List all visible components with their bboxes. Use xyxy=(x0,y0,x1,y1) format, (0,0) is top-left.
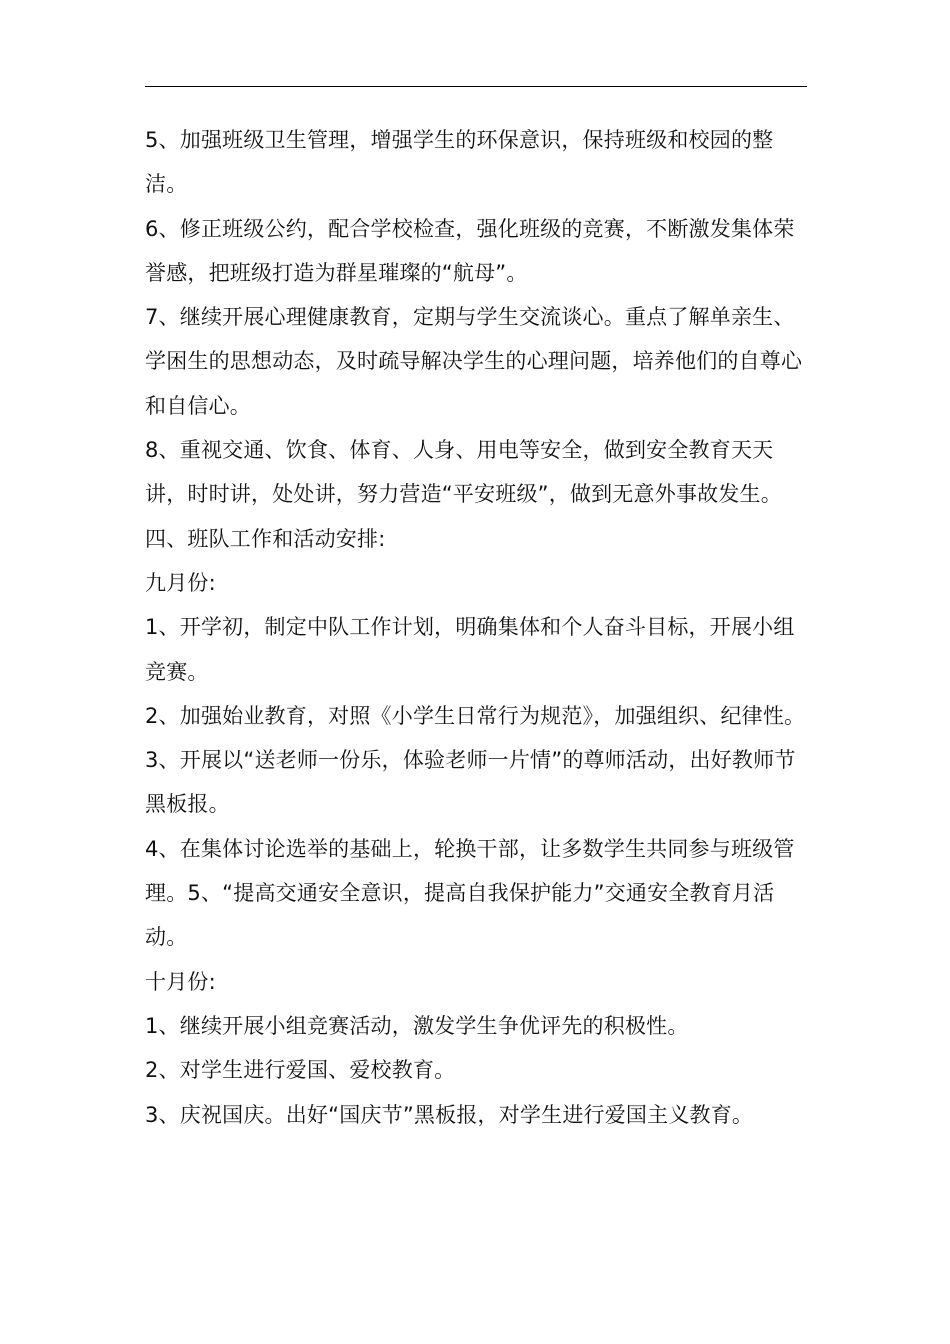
paragraph-item-6-class-rules: 6、修正班级公约，配合学校检查，强化班级的竞赛，不断激发集体荣誉感，把班级打造为群星璀璨的“航母”。 xyxy=(145,216,795,285)
paragraph-item-8-safety: 8、重视交通、饮食、体育、人身、用电等安全，做到安全教育天天讲，时时讲，处处讲，努力营造“平安班级”，做到无意外事故发生。 xyxy=(145,438,782,507)
paragraph-item-7-mental-health: 7、继续开展心理健康教育，定期与学生交流谈心。重点了解单亲生、学困生的思想动态，及时疏导解决学生的心理问题，培养他们的自尊心和自信心。 xyxy=(145,305,803,418)
document-body xyxy=(145,118,807,1137)
october-item-1: 1、继续开展小组竞赛活动，激发学生争优评先的积极性。 xyxy=(145,1013,689,1038)
september-item-1: 1、开学初，制定中队工作计划，明确集体和个人奋斗目标，开展小组竞赛。 xyxy=(145,615,795,684)
month-heading-september: 九月份: xyxy=(145,570,216,595)
header-rule xyxy=(145,86,807,87)
section-heading-activities: 四、班队工作和活动安排: xyxy=(145,526,386,551)
month-heading-october: 十月份: xyxy=(145,969,216,994)
paragraph-item-5-hygiene: 5、加强班级卫生管理，增强学生的环保意识，保持班级和校园的整洁。 xyxy=(145,128,774,197)
september-item-4-5: 4、在集体讨论选举的基础上，轮换干部，让多数学生共同参与班级管理。5、“提高交通安全意识，提高自我保护能力”交通安全教育月活动。 xyxy=(145,836,795,950)
october-item-3: 3、庆祝国庆。出好“国庆节”黑板报，对学生进行爱国主义教育。 xyxy=(145,1102,754,1127)
september-item-3: 3、开展以“送老师一份乐，体验老师一片情”的尊师活动，出好教师节黑板报。 xyxy=(145,748,796,817)
october-item-2: 2、对学生进行爱国、爱校教育。 xyxy=(145,1058,456,1083)
september-item-2: 2、加强始业教育，对照《小学生日常行为规范》，加强组织、纪律性。 xyxy=(145,703,806,728)
